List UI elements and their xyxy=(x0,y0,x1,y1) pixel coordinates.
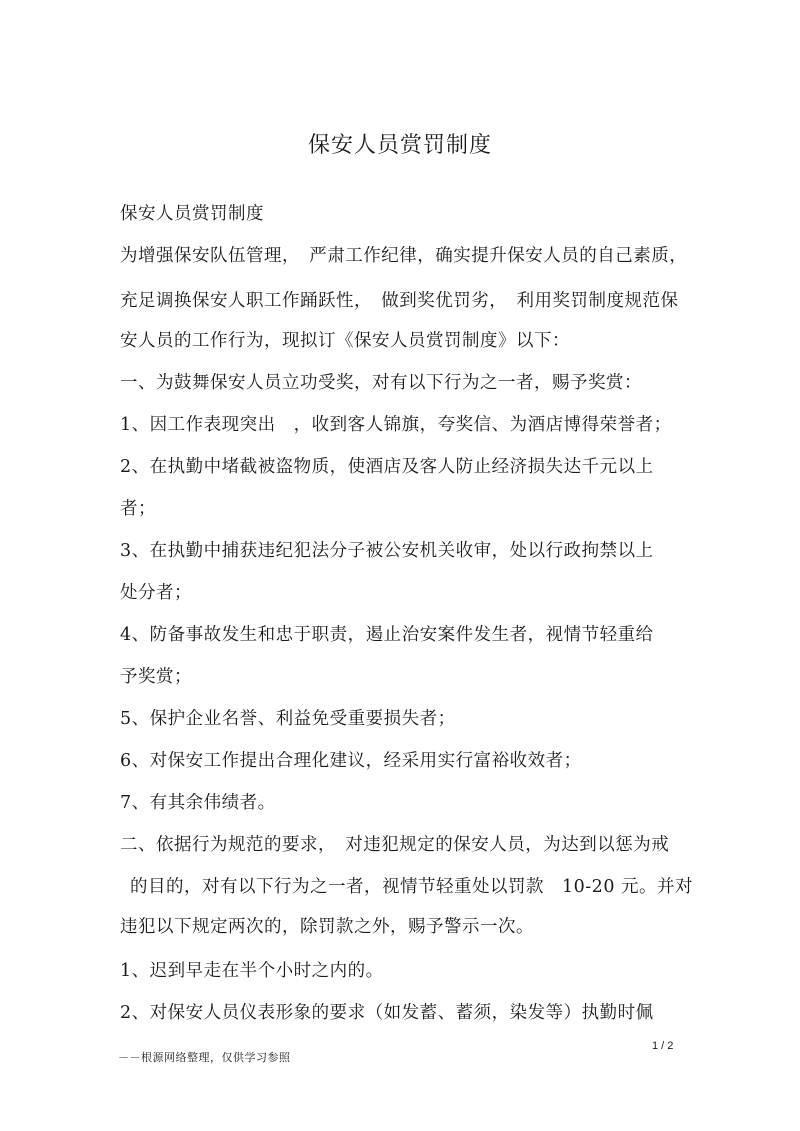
list-item: 3、在执勤中捕获违纪犯法分子被公安机关收审，处以行政拘禁以上 xyxy=(120,541,654,561)
list-item-continuation: 予奖赏； xyxy=(120,667,192,687)
subtitle: 保安人员赏罚制度 xyxy=(120,204,264,224)
section-heading: 一、为鼓舞保安人员立功受奖，对有以下行为之一者，赐予奖赏： xyxy=(120,373,642,393)
paragraph-line: 安人员的工作行为，现拟订《保安人员赏罚制度》以下： xyxy=(120,331,570,351)
paragraph-line: 充足调换保安人职工作踊跃性， 做到奖优罚劣， 利用奖罚制度规范保 xyxy=(120,291,679,311)
list-item: 5、保护企业名誉、利益免受重要损失者； xyxy=(120,709,456,729)
paragraph-line: 为增强保安队伍管理， 严肃工作纪律，确实提升保安人员的自己素质， xyxy=(120,246,688,266)
footer-note: －－根源网络整理，仅供学习参照 xyxy=(118,1051,291,1064)
list-item: 2、在执勤中堵截被盗物质，使酒店及客人防止经济损失达千元以上 xyxy=(120,457,654,477)
list-item: 6、对保安工作提出合理化建议，经采用实行富裕收效者； xyxy=(120,751,582,771)
paragraph-line: 的目的，对有以下行为之一者，视情节轻重处以罚款 10-20 元。并对 xyxy=(130,877,694,897)
document-title: 保安人员赏罚制度 xyxy=(307,133,492,158)
list-item: 1、迟到早走在半个小时之内的。 xyxy=(120,961,384,981)
list-item: 7、有其余伟绩者。 xyxy=(120,793,276,813)
list-item-continuation: 处分者； xyxy=(120,583,192,603)
section-heading: 二、依据行为规范的要求， 对违犯规定的保安人员，为达到以惩为戒 xyxy=(120,835,670,855)
page-number: 1 / 2 xyxy=(652,1040,674,1052)
list-item-continuation: 者； xyxy=(120,499,156,519)
list-item: 1、因工作表现突出 ，收到客人锦旗，夸奖信、为酒店博得荣誉者； xyxy=(120,415,672,435)
paragraph-line: 违犯以下规定两次的，除罚款之外，赐予警示一次。 xyxy=(120,917,534,937)
list-item: 4、防备事故发生和忠于职责，遏止治安案件发生者，视情节轻重给 xyxy=(120,625,654,645)
list-item: 2、对保安人员仪表形象的要求（如发蓄、蓄须，染发等）执勤时佩 xyxy=(120,1003,654,1023)
